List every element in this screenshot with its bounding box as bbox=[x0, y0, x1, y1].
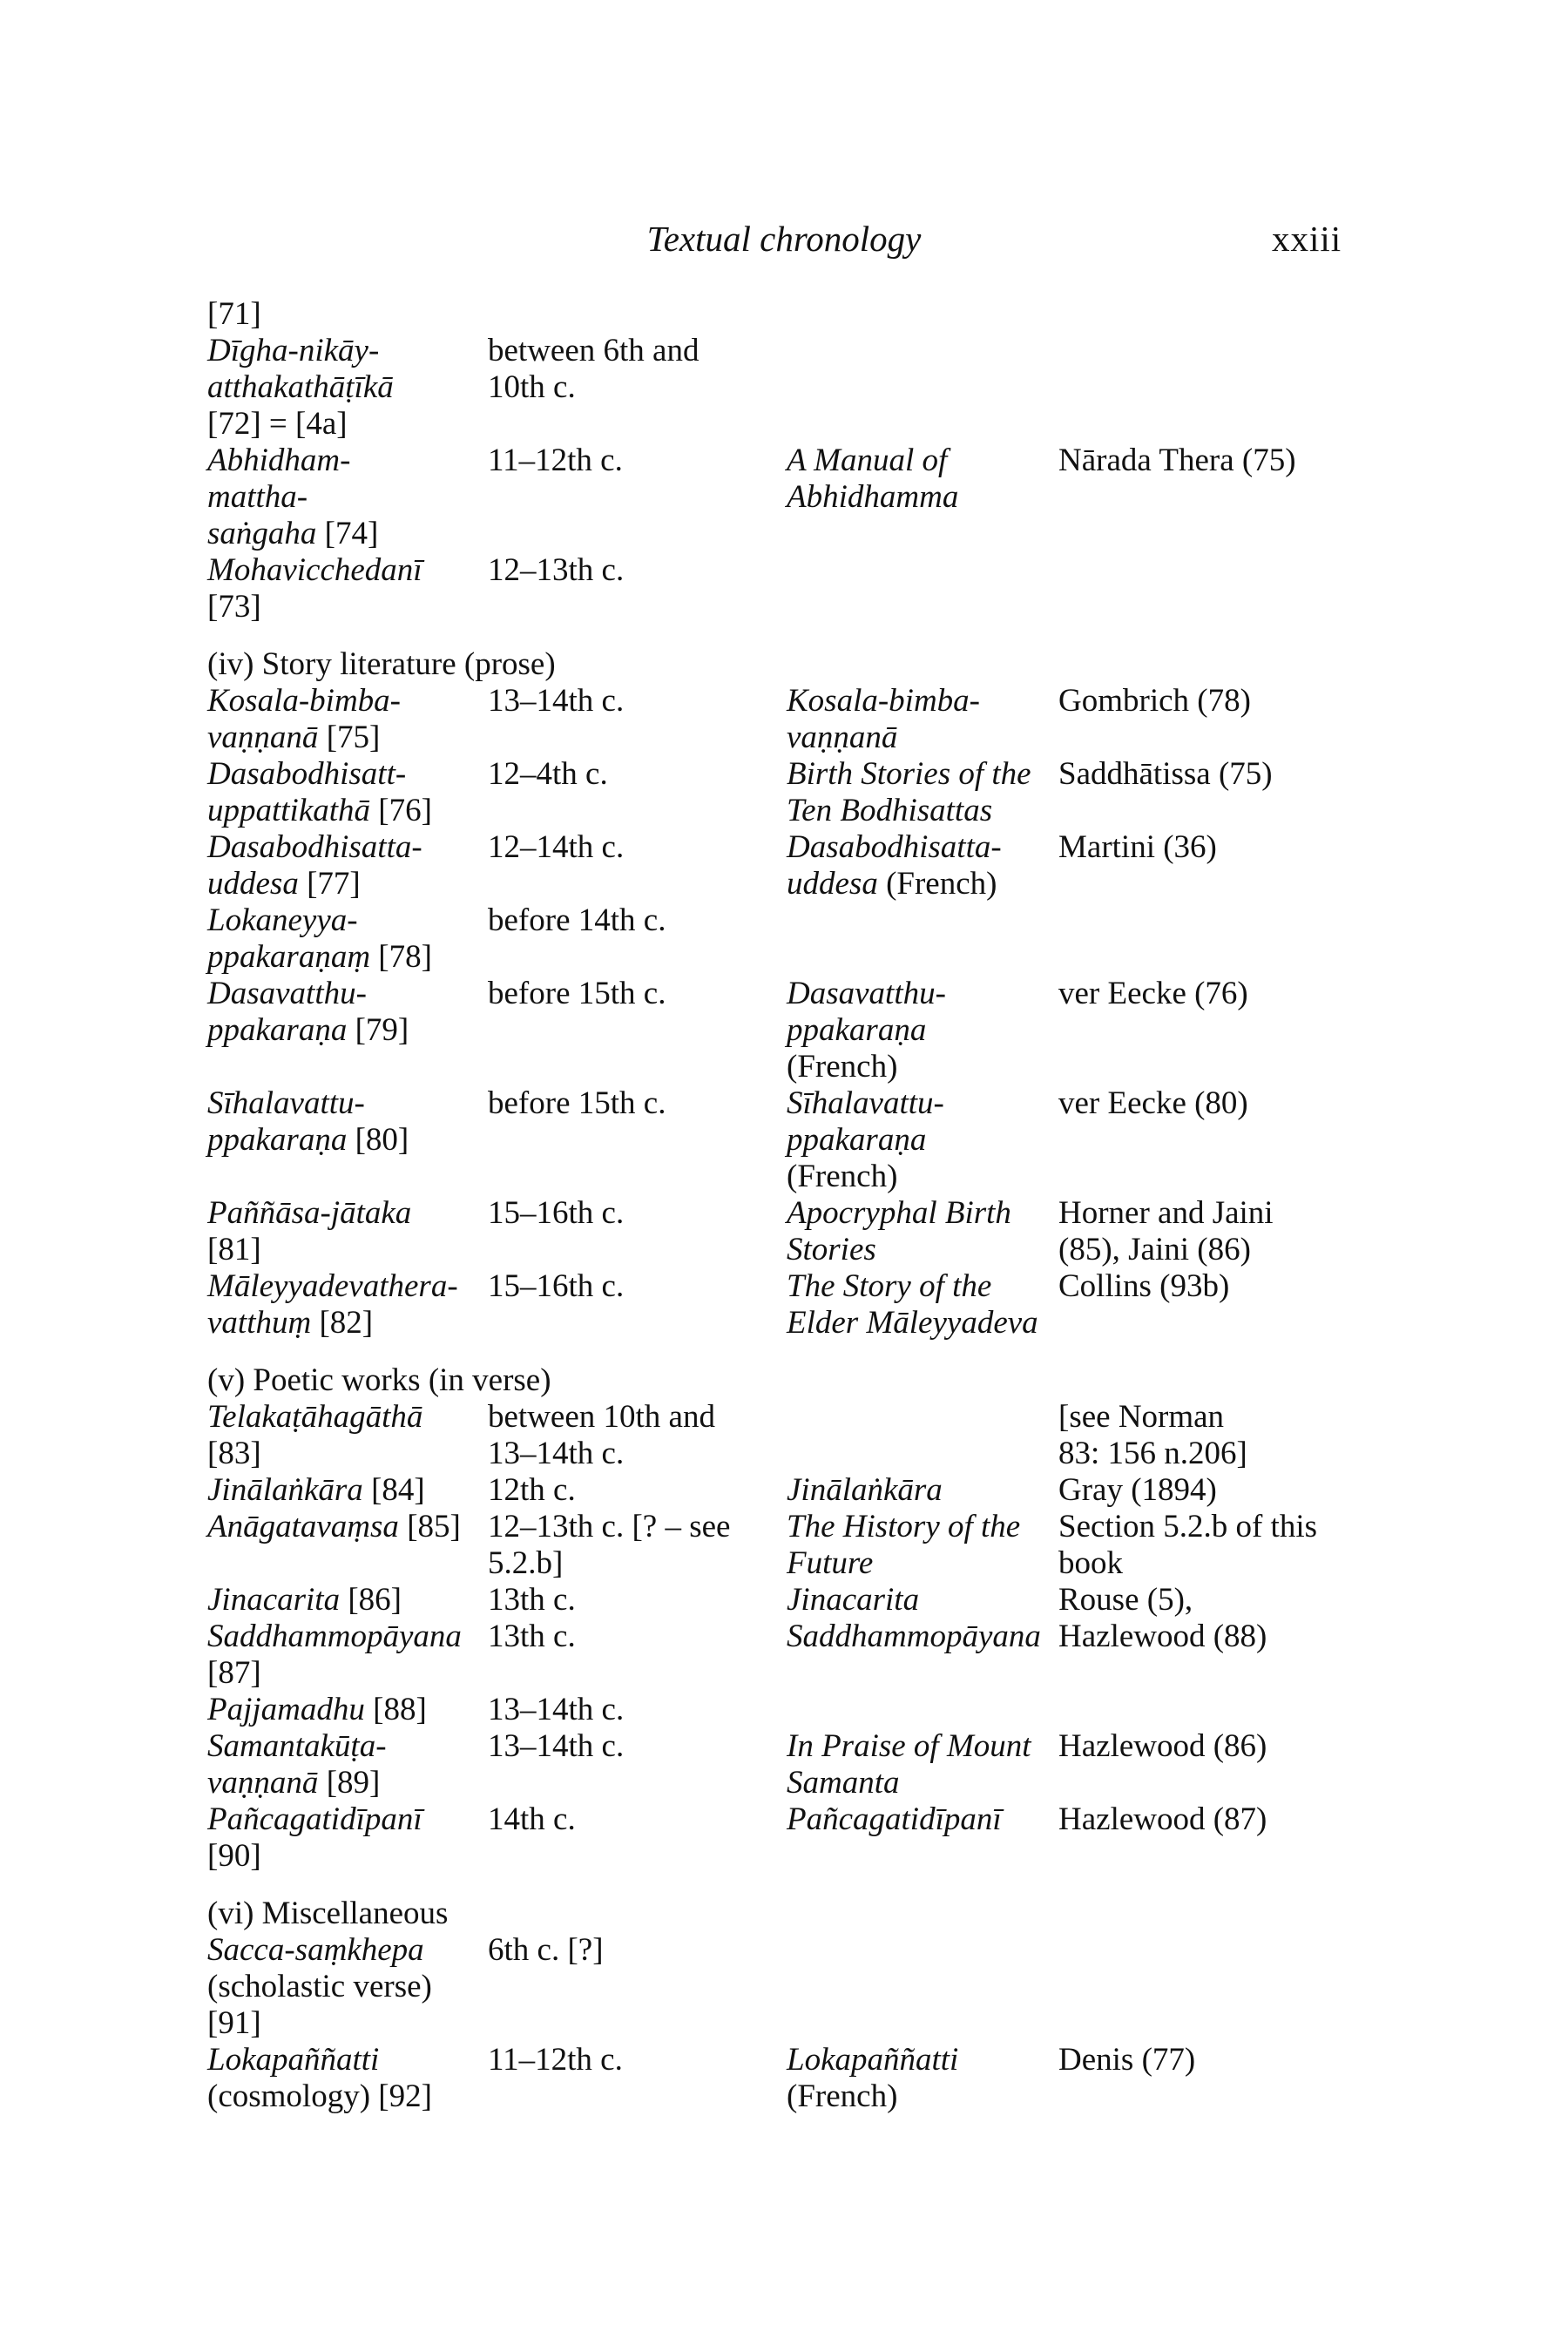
page-number: xxiii bbox=[1272, 219, 1342, 259]
section-heading: (iv) Story literature (prose) bbox=[207, 646, 556, 682]
translator-cell: ver Eecke (80) bbox=[1058, 1085, 1248, 1121]
translator-cell: ver Eecke (76) bbox=[1058, 976, 1248, 1011]
work-title-cell: Lokaneyya- ppakaraṇaṃ [78] bbox=[207, 902, 432, 975]
translation-cell: Apocryphal Birth Stories bbox=[787, 1195, 1011, 1267]
translator-cell: Saddhātissa (75) bbox=[1058, 756, 1273, 792]
date-cell: 13–14th c. bbox=[488, 1728, 625, 1764]
table-row bbox=[0, 1801, 1568, 1875]
work-title-cell: Samantakūṭa- vaṇṇanā [89] bbox=[207, 1728, 387, 1801]
table-row bbox=[0, 1399, 1568, 1472]
table-row bbox=[0, 296, 1568, 443]
date-cell: 15–16th c. bbox=[488, 1195, 625, 1231]
running-header-title: Textual chronology bbox=[646, 219, 922, 259]
translator-cell: Rouse (5), bbox=[1058, 1582, 1193, 1618]
table-row bbox=[0, 1268, 1568, 1342]
table-section bbox=[0, 296, 1568, 625]
table-row bbox=[0, 1619, 1568, 1692]
work-title-cell: Pañcagatidīpanī [90] bbox=[207, 1801, 422, 1874]
translator-cell: [see Norman 83: 156 n.206] bbox=[1058, 1399, 1247, 1471]
translation-cell: Jinacarita bbox=[787, 1582, 920, 1618]
translator-cell: Hazlewood (86) bbox=[1058, 1728, 1267, 1764]
table-row bbox=[0, 902, 1568, 976]
translation-cell: The History of the Future bbox=[787, 1509, 1021, 1581]
date-cell: before 15th c. bbox=[488, 1085, 666, 1121]
work-title-cell: Māleyyadevathera- vatthuṃ [82] bbox=[207, 1268, 458, 1341]
table-section bbox=[0, 646, 1568, 1342]
date-cell: 13th c. bbox=[488, 1582, 576, 1618]
translation-cell: Pañcagatidīpanī bbox=[787, 1801, 1002, 1837]
translation-cell: Jinālaṅkāra bbox=[787, 1472, 943, 1508]
translator-cell: Hazlewood (88) bbox=[1058, 1619, 1267, 1654]
table-row bbox=[0, 829, 1568, 902]
work-title-cell: Telakaṭāhagāthā [83] bbox=[207, 1399, 423, 1471]
translator-cell: Hazlewood (87) bbox=[1058, 1801, 1267, 1837]
table-row bbox=[0, 1692, 1568, 1728]
work-title-cell: Abhidham- mattha- saṅgaha [74] bbox=[207, 443, 379, 551]
table-row bbox=[0, 552, 1568, 625]
date-cell: 11–12th c. bbox=[488, 443, 623, 478]
work-title-cell: Dasavatthu- ppakaraṇa [79] bbox=[207, 976, 409, 1048]
work-title-cell: Lokapaññatti (cosmology) [92] bbox=[207, 2042, 432, 2114]
table-row bbox=[0, 1582, 1568, 1619]
work-title-cell: Jinālaṅkāra [84] bbox=[207, 1472, 425, 1508]
work-title-cell: Pajjamadhu [88] bbox=[207, 1692, 427, 1727]
date-cell: 13–14th c. bbox=[488, 1692, 625, 1727]
translator-cell: Denis (77) bbox=[1058, 2042, 1196, 2078]
table-row bbox=[0, 1472, 1568, 1509]
work-title-cell: Mohavicchedanī [73] bbox=[207, 552, 422, 625]
date-cell: 12th c. bbox=[488, 1472, 576, 1508]
date-cell: 13–14th c. bbox=[488, 683, 625, 719]
table-row bbox=[0, 443, 1568, 552]
translator-cell: Section 5.2.b of this book bbox=[1058, 1509, 1318, 1581]
date-cell: 15–16th c. bbox=[488, 1268, 625, 1304]
section-heading: (vi) Miscellaneous bbox=[207, 1896, 449, 1931]
translator-cell: Horner and Jaini (85), Jaini (86) bbox=[1058, 1195, 1274, 1267]
date-cell: 11–12th c. bbox=[488, 2042, 623, 2078]
work-title-cell: Jinacarita [86] bbox=[207, 1582, 402, 1618]
translation-cell: The Story of the Elder Māleyyadeva bbox=[787, 1268, 1038, 1341]
work-title-cell: Saddhammopāyana [87] bbox=[207, 1619, 462, 1691]
table-row bbox=[0, 756, 1568, 829]
translation-cell: Dasavatthu- ppakaraṇa (French) bbox=[787, 976, 946, 1085]
table-row bbox=[0, 1509, 1568, 1582]
table-row bbox=[0, 1195, 1568, 1268]
section-heading: (v) Poetic works (in verse) bbox=[207, 1362, 551, 1398]
table-section bbox=[0, 1362, 1568, 1875]
date-cell: 12–13th c. bbox=[488, 552, 625, 588]
translation-cell: Kosala-bimba- vaṇṇanā bbox=[787, 683, 980, 755]
translator-cell: Collins (93b) bbox=[1058, 1268, 1230, 1304]
translator-cell: Martini (36) bbox=[1058, 829, 1217, 865]
translator-cell: Nārada Thera (75) bbox=[1058, 443, 1296, 478]
translation-cell: In Praise of Mount Samanta bbox=[787, 1728, 1031, 1801]
work-title-cell: Sacca-saṃkhepa (scholastic verse) [91] bbox=[207, 1932, 432, 2041]
table-row bbox=[0, 1085, 1568, 1195]
date-cell: 12–14th c. bbox=[488, 829, 625, 865]
table-row bbox=[0, 1932, 1568, 2042]
translation-cell: Lokapaññatti (French) bbox=[787, 2042, 959, 2114]
table-row bbox=[0, 976, 1568, 1085]
translator-cell: Gombrich (78) bbox=[1058, 683, 1251, 719]
date-cell: before 15th c. bbox=[488, 976, 666, 1011]
work-title-cell: Dasabodhisatta- uddesa [77] bbox=[207, 829, 422, 902]
translation-cell: Dasabodhisatta- uddesa (French) bbox=[787, 829, 1002, 902]
translation-cell: Saddhammopāyana bbox=[787, 1619, 1041, 1654]
translation-cell: A Manual of Abhidhamma bbox=[787, 443, 959, 515]
work-title-cell: Anāgatavaṃsa [85] bbox=[207, 1509, 461, 1544]
table-row bbox=[0, 1728, 1568, 1801]
date-cell: before 14th c. bbox=[488, 902, 666, 938]
date-cell: between 10th and 13–14th c. bbox=[488, 1399, 715, 1471]
date-cell: between 6th and 10th c. bbox=[488, 333, 700, 405]
work-title-cell: Sīhalavattu- ppakaraṇa [80] bbox=[207, 1085, 409, 1158]
date-cell: 6th c. [?] bbox=[488, 1932, 604, 1968]
table-row bbox=[0, 2042, 1568, 2115]
chronology-table bbox=[0, 296, 1568, 2115]
date-cell: 12–4th c. bbox=[488, 756, 608, 792]
date-cell: 12–13th c. [? – see 5.2.b] bbox=[488, 1509, 731, 1581]
translator-cell: Gray (1894) bbox=[1058, 1472, 1217, 1508]
date-cell: 13th c. bbox=[488, 1619, 576, 1654]
table-section bbox=[0, 1896, 1568, 2115]
work-title-cell: Dasabodhisatt- uppattikathā [76] bbox=[207, 756, 432, 828]
work-title-cell: Paññāsa-jātaka [81] bbox=[207, 1195, 412, 1267]
translation-cell: Birth Stories of the Ten Bodhisattas bbox=[787, 756, 1031, 828]
table-row bbox=[0, 683, 1568, 756]
date-cell: 14th c. bbox=[488, 1801, 576, 1837]
work-title-cell: [71] Dīgha-nikāy- atthakathāṭīkā [72] = [4a] bbox=[207, 296, 394, 442]
work-title-cell: Kosala-bimba- vaṇṇanā [75] bbox=[207, 683, 401, 755]
translation-cell: Sīhalavattu- ppakaraṇa (French) bbox=[787, 1085, 944, 1194]
